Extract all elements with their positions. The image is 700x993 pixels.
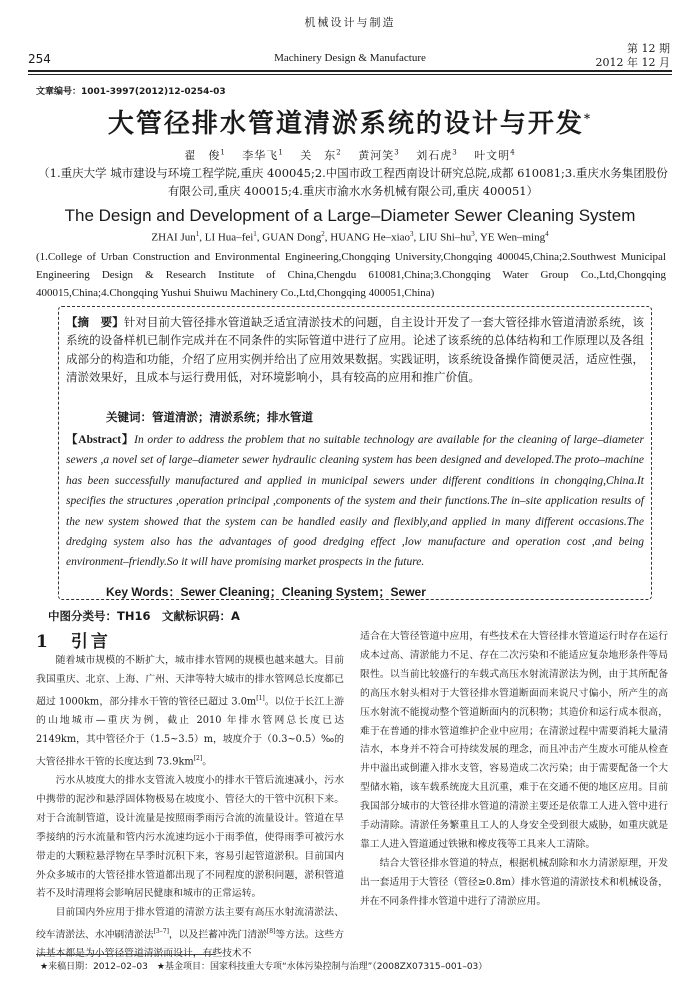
section-heading: 1 引言 <box>36 632 111 652</box>
author: 叶文明 <box>474 149 511 162</box>
text-run: ，以及拦蓄冲洗门清淤 <box>168 929 267 941</box>
article-number: 文章编号：1001-3997(2012)12-0254-03 <box>36 87 226 97</box>
author: YE Wen–ming <box>479 231 546 244</box>
citation: [3–7] <box>153 928 169 936</box>
author-affil: 1 <box>195 230 200 238</box>
author: 关 东 <box>300 149 337 162</box>
citation: [2] <box>193 754 203 762</box>
abstract-cn <box>66 313 644 387</box>
journal-name-en: Machinery Design & Manufacture <box>274 52 426 64</box>
author-affil: 3 <box>410 230 414 238</box>
header-rule <box>28 70 672 72</box>
citation: [1] <box>256 694 265 702</box>
author-list-en: ZHAI Jun$^1$, LI Hua–fei$^1$, GUAN Dong$^2$, HUANG He–xiao$^3$, LIU Shi–$hu^3$, YE Wen–ming$^4$ <box>151 230 549 244</box>
footnote-rule <box>36 954 216 955</box>
body-paragraph: 结合大管径排水管道的特点，根据机械刮除和水力清淤原理，开发出一套适用于大管径（管径≥0.8m）排水管道的清淤技术和机械设备，并在不同条件排水管道中进行了清淤应用。 <box>360 857 668 907</box>
author: 翟 俊 <box>184 149 221 162</box>
journal-name-cn: 机械设计与制造 <box>304 16 396 29</box>
author-affil: 3 <box>452 148 458 157</box>
author-list-cn <box>0 147 700 163</box>
title-footnote-mark: * <box>583 111 593 126</box>
author-affil: 4 <box>545 230 549 238</box>
abstract-text-en: In order to address the problem that no suitable technology are available for the cleaning of large–diameter sewers ,a novel set of large–diameter sewer hydraulic cleaning system has been designed and developed.The proto–machine has been successfully manufactured and applied in municipal sewers under different conditions in chongqing,China.It specifies the structures ,operation principal ,components of the system and their functions.The in–site application results of the new system showed that the system can be handled easily and flexibly,and applied in many different occasions.The dredging system also has the advantages of good dredging effect ,low manufacture and operation cost ,and being environment–friendly.So it will have promising market prospects in the future. <box>66 434 645 569</box>
author-affil: 2 <box>336 148 342 157</box>
abstract-label-en: 【Abstract】 <box>66 434 135 446</box>
affiliations-cn: （1.重庆大学 城市建设与环境工程学院,重庆 400045;2.中国市政工程西南设计研究总院,成都 610081;3.重庆水务集团股份有限公司,重庆 400015;4.重庆市渝水水务机械有限公司,重庆 400051） <box>38 166 668 198</box>
author-affil: 1 <box>278 148 284 157</box>
author-affil: 1 <box>253 230 257 238</box>
author: GUAN Dong <box>262 231 322 244</box>
body-paragraph <box>36 904 344 964</box>
footnote: ★来稿日期：2012–02–03 ★基金项目：国家科技重大专项“水体污染控制与治理”（2008ZX07315–001–03） <box>40 962 488 972</box>
citation: [8] <box>266 928 276 936</box>
text-run: 目前国内外应用于排水管道的清淤方法主要有高压水射流清淤法、绞车清淤法、水冲刷清淤法 <box>36 907 344 941</box>
affiliations-en: (1.College of Urban Construction and Environmental Engineering,Chongqing University,Chongqing 400045,China;2.Southwest Municipal Engineering Design & Research Institute of China,Chengdu 610081,China;3.Chongqing Water Group Co.,Ltd,Chongqing 400015,China;4.Chongqing Yushui Shuiwu Machinery Co.,Ltd,Chongqing 400051,China) <box>36 251 666 299</box>
body-column-right <box>360 628 668 912</box>
text-run: 。以位于长江上游的山地城市—重庆为例，截止 2010 年排水管网总长度已达 2149km，其中管径介于（1.5~3.5）m，坡度介于（0.3~0.5）‰的大管径排水干管的长度达到 73.9km <box>36 696 345 768</box>
issue-date: 2012 年 12 月 <box>595 56 670 69</box>
author: 黄河笑 <box>358 149 395 162</box>
header-rule-thin <box>28 74 672 75</box>
author: HUANG He–xiao <box>330 231 411 244</box>
issue-number: 第 12 期 <box>627 42 670 55</box>
text-run: 等方法。这些方法基本都是为小管径管道清淤而设计，有些技术不 <box>36 929 345 960</box>
keywords-en: Key Words：Sewer Cleaning；Cleaning System；Sewer <box>106 585 426 599</box>
page-number: 254 <box>28 52 51 66</box>
paper-title-cn <box>0 103 700 140</box>
text-run: 随着城市规模的不断扩大，城市排水管网的规模也越来越大。目前我国重庆、北京、上海、广州、天津等特大城市的排水管网总长度都已超过 1000km，部分排水干管的管径已超过 3.0m <box>36 655 344 708</box>
paper-title-en: The Design and Development of a Large–Diameter Sewer Cleaning System <box>64 206 636 225</box>
classification-code: 中图分类号：TH16 文献标识码：A <box>48 609 240 623</box>
abstract-text-cn: 针对目前大管径排水管道缺乏适宜清淤技术的问题，自主设计开发了一套大管径排水管道清淤系统，该系统的设备样机已制作完成并在不同条件的实际管道中进行了应用。论述了该系统的总体结构和工作原理以及各组成部分的构造和功能，介绍了应用实例并给出了应用效果数据。实践证明，该系统设备操作简便灵活，适应性强，清淤效果好，且成本与运行费用低，对环境影响小，具有较高的应用和推广价值。 <box>66 315 645 385</box>
author: 刘石虎 <box>416 149 453 162</box>
author-affil: 3 <box>471 230 475 238</box>
abstract-en <box>66 430 644 573</box>
author-affil: 4 <box>510 148 516 157</box>
abstract-label-cn: 【摘 要】 <box>66 315 124 329</box>
body-paragraph: 适合在大管径管道中应用，有些技术在大管径排水管道运行时存在运行成本过高、清淤能力不足、存在二次污染和不能适应复杂地形条件等局限性。以当前比较盛行的车载式高压水射流清淤法为例，由于其所配备的高压水射头相对于大管径排水管道断面而来说尺寸偏小，所产生的高压水射流不能搅动整个管道断面内的沉积物；其造价和运行成本很高，难于在普通的排水管道维护企业中应用；在清淤过程中需要消耗大量清洁水，本身并不符合可持续发展的理念，而且冲击产生废水可能从检查井中溢出或倒灌入排水支管，容易造成二次污染；由于需要配备一个大型储水箱，该车载系统庞大且沉重，难于在交通不便的地区应用。目前我国部分城市的大管径排水管道的清淤主要还是依靠工人进入管中进行手动清除。清淤任务繁重且工人的人身安全受到很大威胁，如重庆就是靠工人进入管道通过铁锹和橡皮筏等工具来人工清除。 <box>360 631 668 850</box>
body-paragraph <box>36 652 344 772</box>
text-run: 。 <box>202 756 213 768</box>
author: LIU Shi–hu <box>419 231 472 244</box>
author-affil: 1 <box>220 148 226 157</box>
author: LI Hua–fei <box>204 231 254 244</box>
author: 李华飞 <box>242 149 279 162</box>
author-affil: 2 <box>321 230 325 238</box>
body-paragraph: 污水从坡度大的排水支管流入坡度小的排水干管后流速减小，污水中携带的泥沙和悬浮固体物极易在坡度小、管径大的干管中沉积下来。对于合流制管道，设计流量是按照雨季雨污合流的流量设计。管道在旱季接纳的污水流量和管内污水流速均远小于雨季值，使得雨季可被污水带走的大颗粒悬浮物在旱季时沉积下来，容易引起管道淤积。目前国内外众多城市的大管径排水管道都出现了不同程度的淤积问题，淤积管道若不及时清理将会影响居民健康和城市的正常运转。 <box>36 774 344 900</box>
author-affil: 3 <box>394 148 400 157</box>
author: ZHAI Jun <box>151 231 196 244</box>
keywords-cn: 关键词：管道清淤；清淤系统；排水管道 <box>106 410 313 424</box>
title-text: 大管径排水管道清淤系统的设计与开发 <box>107 109 584 139</box>
body-column-left <box>36 652 344 964</box>
